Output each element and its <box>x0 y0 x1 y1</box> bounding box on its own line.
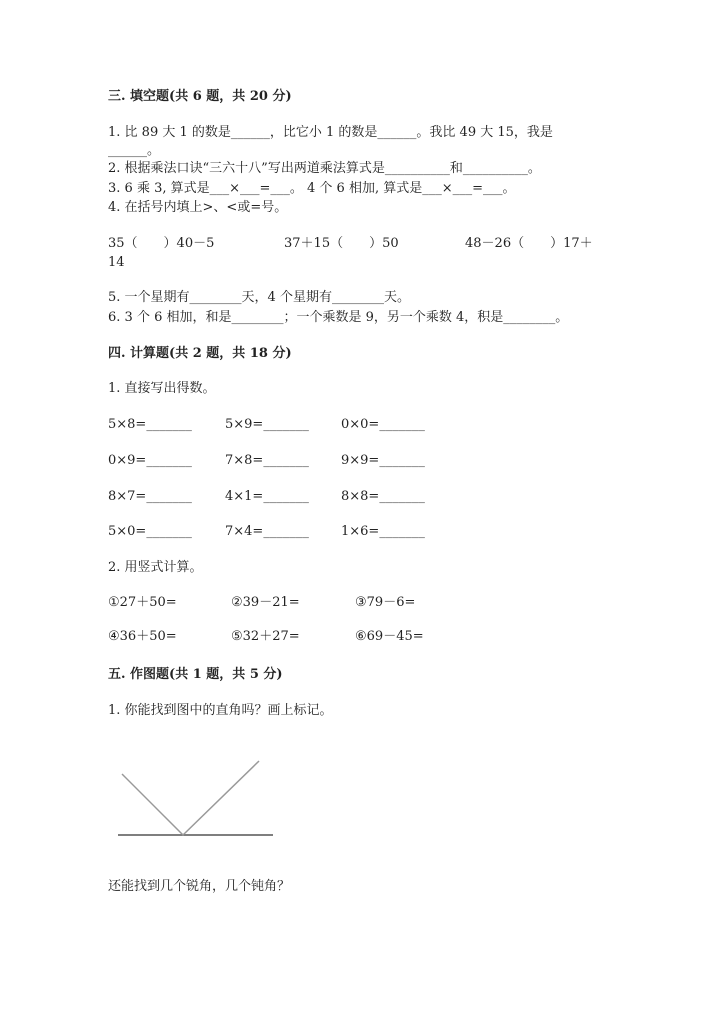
calc-item: 5×0=_______ <box>108 524 192 539</box>
question-3-1-cont: ______。 <box>108 143 161 158</box>
question-5-1: 1. 你能找到图中的直角吗？画上标记。 <box>108 703 333 718</box>
calc-item: 0×9=_______ <box>108 453 192 468</box>
compare-item-wrap: 14 <box>108 255 125 270</box>
question-3-3: 3. 6 乘 3, 算式是___×___=___。 4 个 6 相加, 算式是___×___=___。 <box>108 181 516 196</box>
section-3-title: 三. 填空题(共 6 题，共 20 分) <box>108 89 292 104</box>
vertical-item: ②39－21= <box>231 595 300 610</box>
calc-item: 1×6=_______ <box>341 524 425 539</box>
calc-item: 8×7=_______ <box>108 489 192 504</box>
compare-item: 48－26（ ）17＋ <box>465 236 593 251</box>
vertical-item: ④36＋50= <box>108 629 177 644</box>
calc-item: 0×0=_______ <box>341 417 425 432</box>
question-3-2: 2. 根据乘法口诀“三六十八”写出两道乘法算式是__________和__________。 <box>108 161 541 176</box>
question-3-1: 1. 比 89 大 1 的数是______，比它小 1 的数是______。我比 49 大 15，我是 <box>108 125 553 140</box>
vertical-item: ⑤32＋27= <box>231 629 300 644</box>
calc-item: 8×8=_______ <box>341 489 425 504</box>
angle-figure <box>108 752 278 842</box>
left-ray <box>122 774 183 835</box>
vertical-item: ③79－6= <box>355 595 416 610</box>
question-4-1: 1. 直接写出得数。 <box>108 381 216 396</box>
question-4-2: 2. 用竖式计算。 <box>108 560 203 575</box>
question-3-4: 4. 在括号内填上>、<或=号。 <box>108 200 288 215</box>
compare-item: 35（ ）40－5 <box>108 236 215 251</box>
question-3-6: 6. 3 个 6 相加，和是________；一个乘数是 9，另一个乘数 4，积是________。 <box>108 310 569 325</box>
calc-item: 4×1=_______ <box>225 489 309 504</box>
question-5-1-followup: 还能找到几个锐角，几个钝角？ <box>108 879 291 894</box>
compare-item: 37＋15（ ）50 <box>284 236 399 251</box>
vertical-item: ⑥69－45= <box>355 629 424 644</box>
vertical-item: ①27＋50= <box>108 595 177 610</box>
calc-item: 5×9=_______ <box>225 417 309 432</box>
section-4-title: 四. 计算题(共 2 题，共 18 分) <box>108 346 292 361</box>
question-3-5: 5. 一个星期有________天，4 个星期有________天。 <box>108 290 410 305</box>
section-5-title: 五. 作图题(共 1 题，共 5 分) <box>108 667 283 682</box>
right-ray <box>183 761 259 835</box>
calc-item: 7×4=_______ <box>225 524 309 539</box>
calc-item: 7×8=_______ <box>225 453 309 468</box>
calc-item: 5×8=_______ <box>108 417 192 432</box>
calc-item: 9×9=_______ <box>341 453 425 468</box>
